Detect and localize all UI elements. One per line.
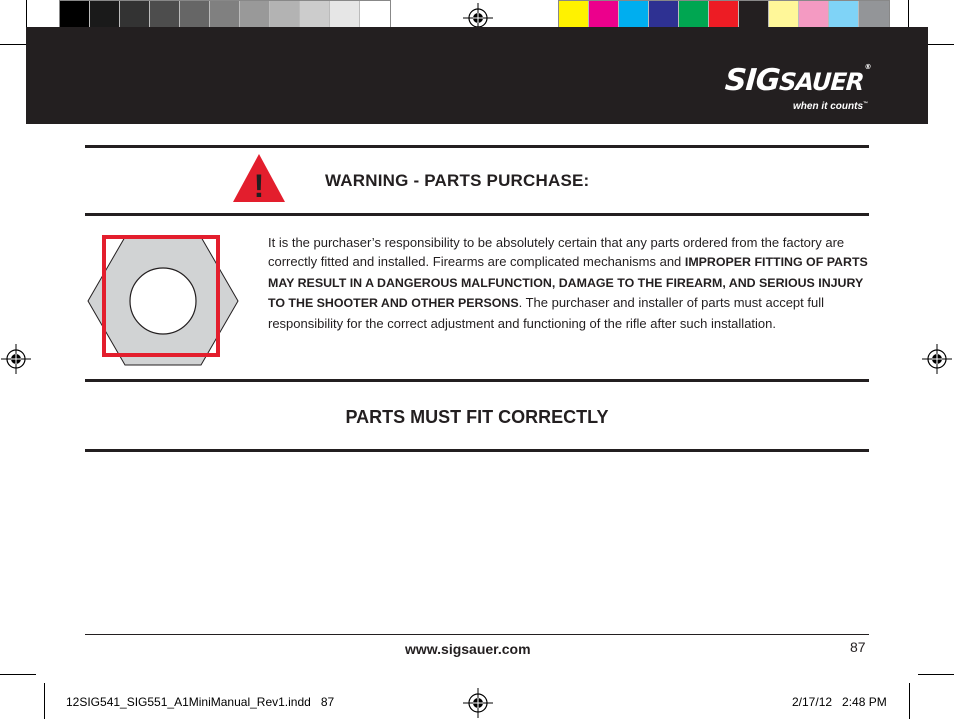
section-title: PARTS MUST FIT CORRECTLY bbox=[345, 407, 609, 427]
tagline-trademark: ™ bbox=[863, 101, 868, 107]
crop-mark bbox=[44, 683, 45, 719]
warning-exclamation: ! bbox=[253, 168, 265, 204]
registration-mark-icon bbox=[1, 344, 31, 374]
hex-nut-icon bbox=[87, 234, 239, 368]
registration-mark-icon bbox=[463, 688, 493, 718]
header-band bbox=[26, 27, 928, 124]
page-number: 87 bbox=[850, 639, 866, 655]
warning-text-part1: It is the purchaser’s responsibility to be absolutely certain that any parts ordered from the factory are correctly fitted and installed. Firearms are complicated mechanisms and bbox=[268, 235, 845, 270]
warning-text-bold: IMPROPER FITTING OF PARTS MAY RESULT IN A DANGEROUS MALFUNCTION, DAMAGE TO THE FIREARM, AND SERIOUS INJURY TO THE SHOOTER AND OTHER PERSONS bbox=[268, 255, 868, 311]
logo-tagline bbox=[793, 101, 868, 112]
slug-datetime: 2/17/12 2:48 PM bbox=[792, 695, 887, 709]
mid-rule bbox=[85, 213, 869, 216]
crop-mark bbox=[918, 674, 954, 675]
top-rule bbox=[85, 145, 869, 148]
bottom-rule bbox=[85, 449, 869, 452]
website-url[interactable]: www.sigsauer.com bbox=[405, 641, 531, 657]
logo-registered-mark: ® bbox=[864, 63, 872, 71]
crop-mark bbox=[909, 683, 910, 719]
registration-mark-icon bbox=[922, 344, 952, 374]
footer-rule bbox=[85, 634, 869, 635]
warning-triangle-icon bbox=[231, 152, 287, 204]
warning-title: WARNING - PARTS PURCHASE: bbox=[325, 171, 590, 190]
logo-sig-text: SIG bbox=[724, 63, 782, 98]
sig-sauer-logo bbox=[724, 63, 871, 98]
slug-filename: 12SIG541_SIG551_A1MiniManual_Rev1.indd 87 bbox=[66, 695, 335, 709]
warning-text-part2: . The purchaser and installer of parts must accept full responsibility for the correct adjustment and functioning of the rifle after such installation. bbox=[268, 295, 825, 331]
tagline-text: when it counts bbox=[793, 101, 863, 112]
crop-mark bbox=[0, 674, 36, 675]
warning-body-text bbox=[268, 233, 868, 333]
lower-rule bbox=[85, 379, 869, 382]
logo-sauer-text: SAUER bbox=[778, 68, 865, 96]
